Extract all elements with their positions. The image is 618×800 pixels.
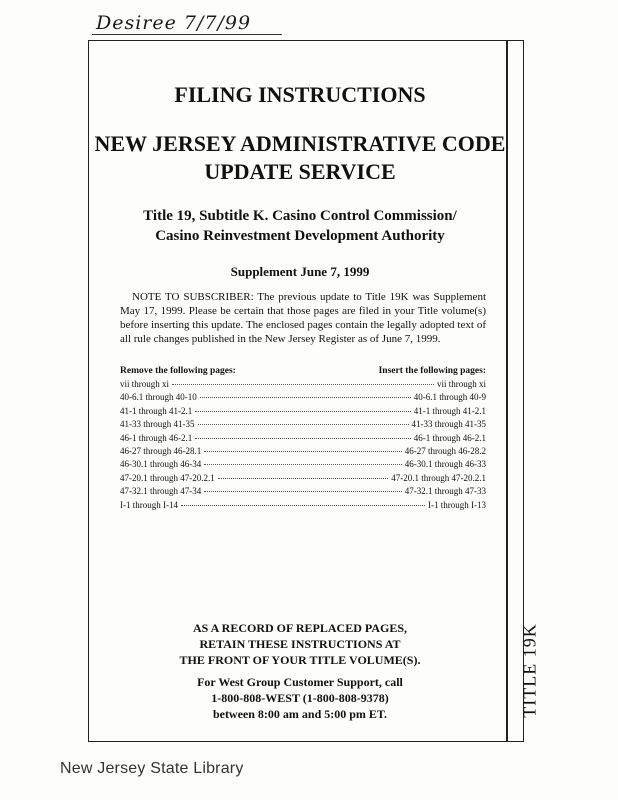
insert-pages: 46-30.1 through 46-33 (404, 459, 486, 470)
remove-pages: 46-30.1 through 46-34 (120, 459, 202, 470)
remove-pages: I-1 through I-14 (120, 499, 178, 510)
table-row (120, 500, 486, 513)
record-notice-line: THE FRONT OF YOUR TITLE VOLUME(S). (179, 653, 421, 667)
support-line: For West Group Customer Support, call (197, 675, 403, 689)
record-notice (100, 620, 500, 668)
remove-pages: vii through xi (120, 379, 169, 389)
record-notice-line: AS A RECORD OF REPLACED PAGES, (192, 621, 408, 635)
insert-pages: 40-6.1 through 40-9 (413, 392, 486, 403)
library-stamp: New Jersey State Library (60, 760, 244, 777)
table-row (120, 433, 486, 446)
table-row (120, 406, 486, 419)
dot-leader (204, 491, 402, 492)
remove-pages: 40-6.1 through 40-10 (120, 392, 197, 403)
support-line: 1-800-808-WEST (1-800-808-9378) (211, 691, 389, 705)
support-line: between 8:00 am and 5:00 pm ET. (212, 707, 388, 721)
subtitle-line: Title 19, Subtitle K. Casino Control Commission/ (143, 208, 457, 224)
table-row (120, 379, 486, 392)
customer-support (100, 674, 500, 722)
dot-leader (172, 384, 434, 385)
remove-pages: 47-32.1 through 47-34 (120, 486, 202, 497)
pages-table (120, 366, 486, 513)
insert-pages: 41-33 through 41-35 (411, 419, 486, 430)
page-title: FILING INSTRUCTIONS (174, 82, 426, 107)
code-title (90, 130, 510, 186)
side-tab (510, 615, 550, 725)
insert-pages: I-1 through I-13 (428, 499, 486, 510)
dot-leader (195, 438, 411, 439)
remove-pages: 46-1 through 46-2.1 (120, 432, 193, 443)
dot-leader (181, 505, 425, 506)
side-tab-label: TITLE 19K (519, 622, 540, 718)
table-row (120, 392, 486, 405)
table-row (120, 419, 486, 432)
remove-pages: 41-1 through 41-2.1 (120, 405, 193, 416)
remove-pages: 47-20.1 through 47-20.2.1 (120, 472, 215, 483)
note-text: NOTE TO SUBSCRIBER: The previous update to Title 19K was Supplement May 17, 1999. Please be certain that those pages are filed in your Title volume(s) before inserting this update. The enclosed pages contain the legally adopted text of all rule changes published in the New Jersey Register as of June 7, 1999. (120, 291, 486, 345)
code-title-line: UPDATE SERVICE (204, 159, 396, 184)
dot-leader (195, 411, 411, 412)
record-notice-line: RETAIN THESE INSTRUCTIONS AT (199, 637, 401, 651)
table-row (120, 473, 486, 486)
dot-leader (204, 451, 402, 452)
note-to-subscriber (120, 290, 486, 346)
handwritten-note: Desiree 7/7/99 (96, 12, 252, 34)
supplement-date: Supplement June 7, 1999 (230, 264, 370, 279)
insert-pages: vii through xi (437, 379, 486, 389)
dot-leader (218, 478, 389, 479)
title-subtitle (100, 206, 500, 246)
pages-table-header (120, 366, 486, 376)
dot-leader (198, 424, 409, 425)
table-row (120, 486, 486, 499)
remove-pages: 41-33 through 41-35 (120, 419, 195, 430)
insert-pages: 41-1 through 41-2.1 (413, 405, 486, 416)
insert-header: Insert the following pages: (378, 366, 486, 376)
remove-header: Remove the following pages: (120, 366, 236, 376)
table-row (120, 446, 486, 459)
insert-pages: 47-20.1 through 47-20.2.1 (391, 472, 486, 483)
remove-pages: 46-27 through 46-28.1 (120, 445, 202, 456)
code-title-line: NEW JERSEY ADMINISTRATIVE CODE (94, 131, 506, 156)
insert-pages: 46-27 through 46-28.2 (404, 445, 486, 456)
table-row (120, 459, 486, 472)
handwritten-underline (92, 34, 282, 35)
dot-leader (204, 464, 402, 465)
subtitle-line: Casino Reinvestment Development Authority (155, 228, 445, 244)
insert-pages: 46-1 through 46-2.1 (413, 432, 486, 443)
dot-leader (200, 397, 411, 398)
insert-pages: 47-32.1 through 47-33 (404, 486, 486, 497)
